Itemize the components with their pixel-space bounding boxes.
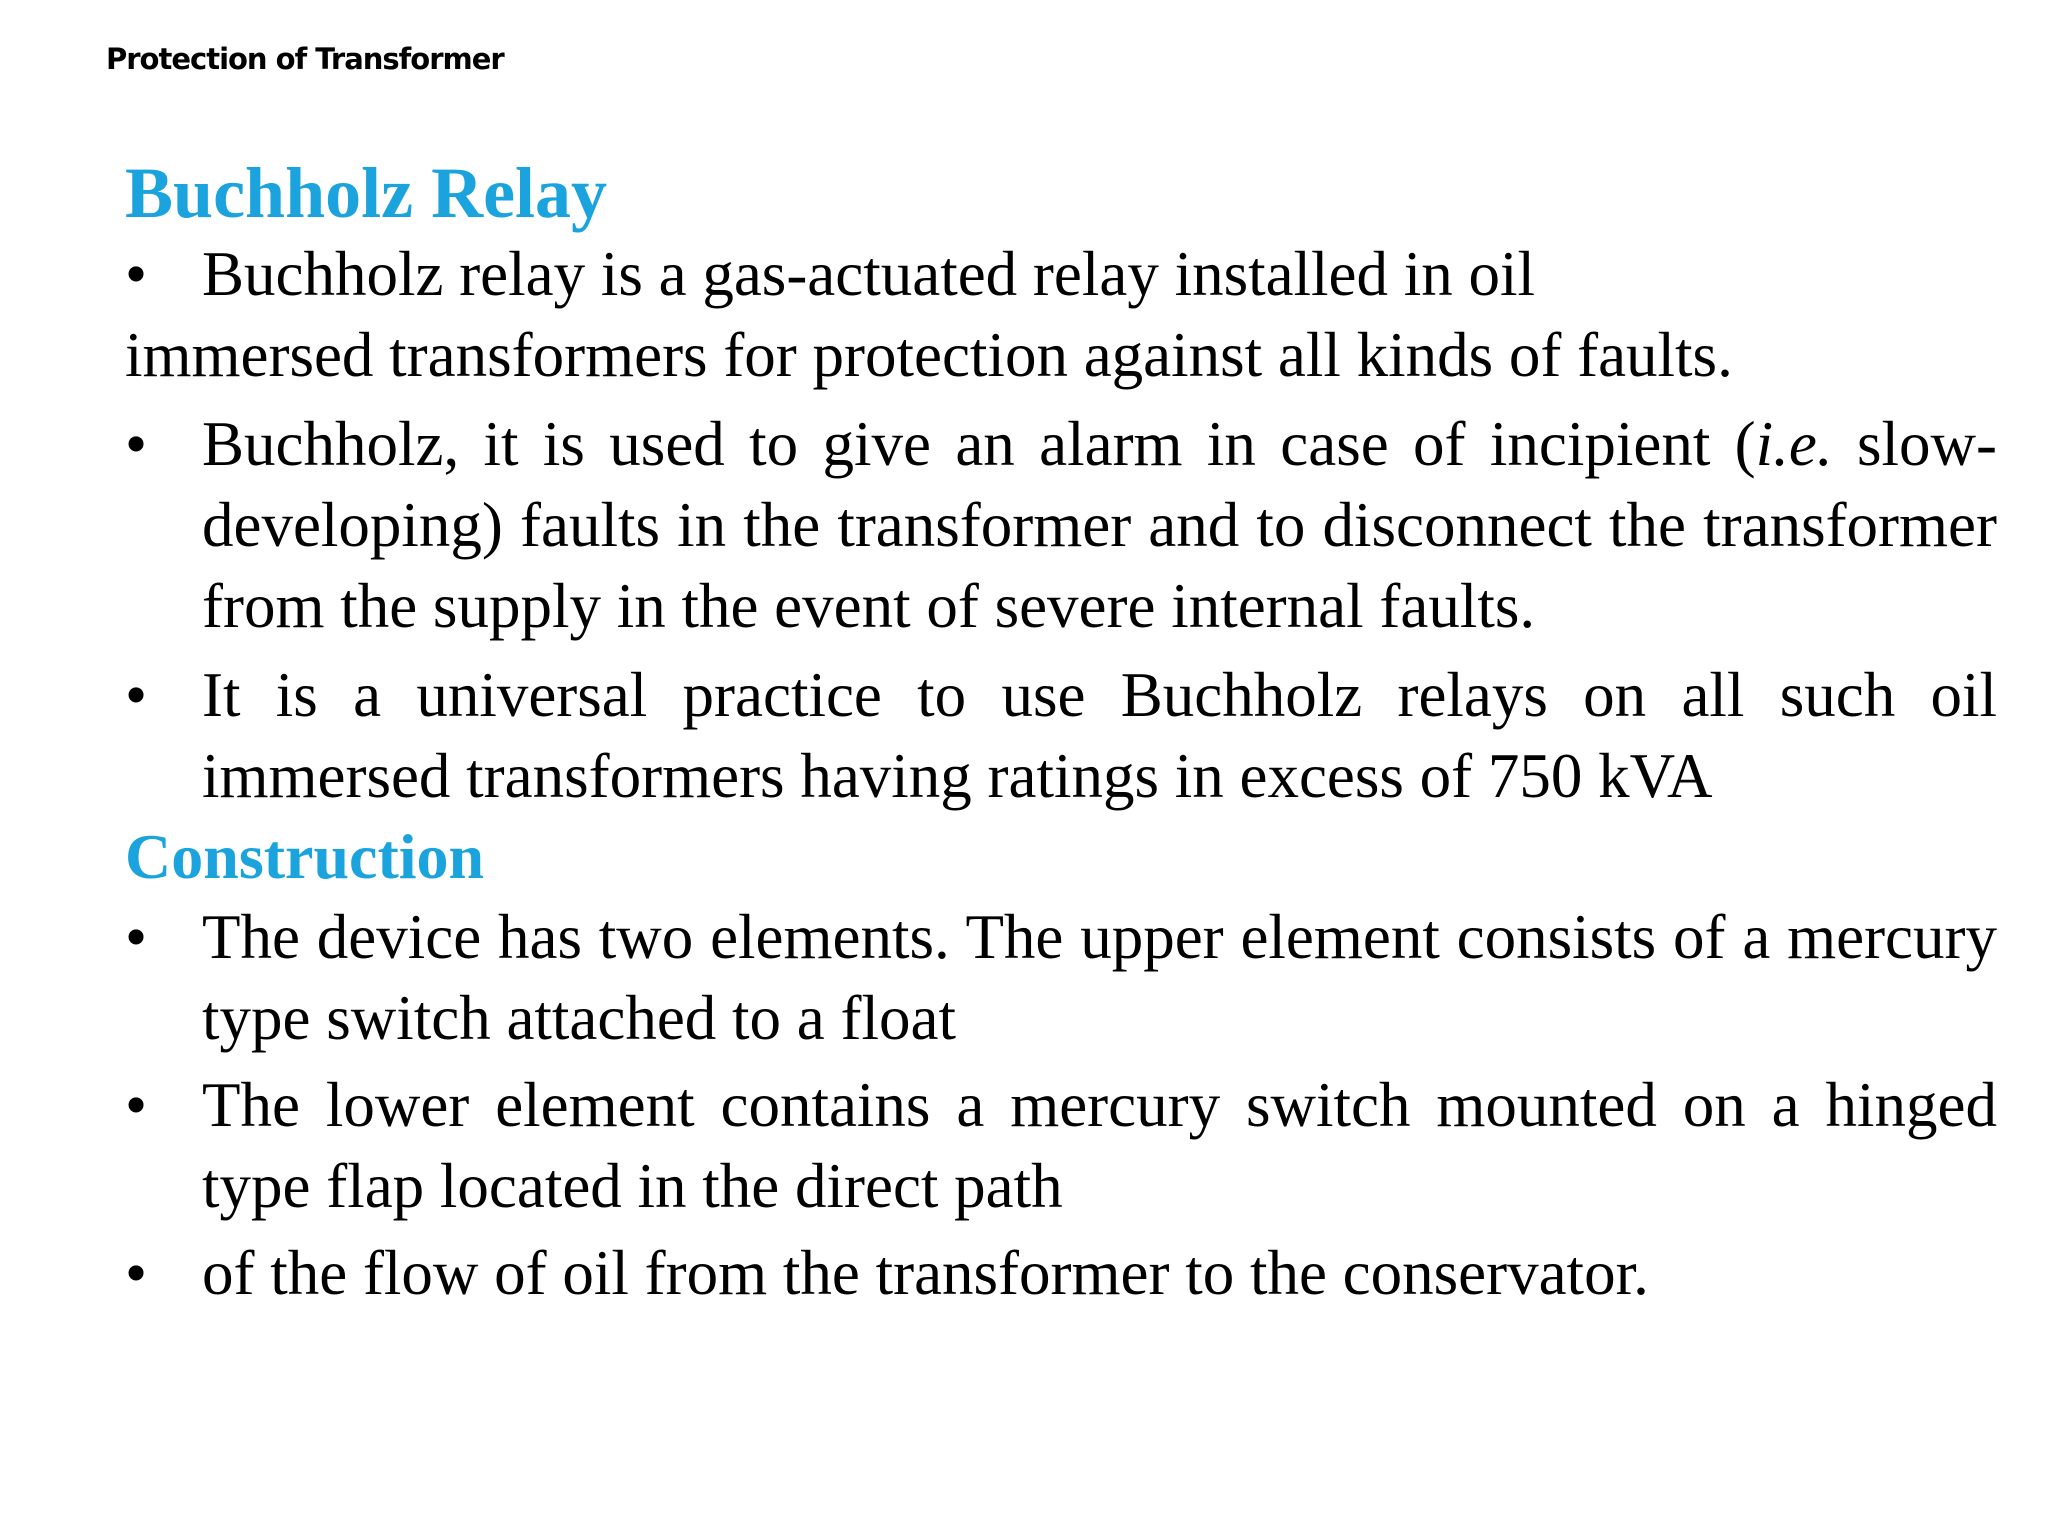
bullet-dot: • xyxy=(125,902,148,972)
bullet-item xyxy=(125,1065,1997,1227)
bullet-text-part: Buchholz, it is used to give an alarm in case of incipient ( xyxy=(202,409,1756,479)
bullet-item xyxy=(125,897,1997,1059)
bullet-text: The device has two elements. The upper element consists of a mercury type switch attached to a float xyxy=(202,902,1997,1053)
bullet-dot: • xyxy=(125,1238,148,1308)
bullet-dot: • xyxy=(125,660,148,730)
bullet-dot: • xyxy=(125,1070,148,1140)
bullet-item xyxy=(125,404,1997,647)
bullet-item xyxy=(125,234,1997,315)
bullet-dot: • xyxy=(125,409,148,479)
bullet-item xyxy=(125,655,1997,817)
bullet-text: of the flow of oil from the transformer to the conservator. xyxy=(202,1238,1649,1308)
bullet-text xyxy=(202,404,1997,647)
slide-header-title: Protection of Transformer xyxy=(106,42,504,76)
bullet-dot: • xyxy=(125,239,148,309)
bullet-text: Buchholz relay is a gas-actuated relay installed in oil xyxy=(202,239,1536,309)
bullet-continuation: immersed transformers for protection against all kinds of faults. xyxy=(125,320,1733,390)
heading-buchholz-relay: Buchholz Relay xyxy=(125,153,608,233)
bullet-item xyxy=(125,1233,1997,1314)
bullet-text: The lower element contains a mercury switch mounted on a hinged type flap located in the direct path xyxy=(202,1070,1997,1221)
italic-abbreviation: i.e. xyxy=(1755,409,1833,479)
slide-content xyxy=(125,152,1997,1314)
heading-construction: Construction xyxy=(125,821,485,892)
bullet-text-part: slow-developing) faults in the transformer and to disconnect the transformer from the supply in the event of severe internal faults. xyxy=(202,409,1997,641)
bullet-text: It is a universal practice to use Buchholz relays on all such oil immersed transformers having ratings in excess of 750 kVA xyxy=(202,660,1997,811)
